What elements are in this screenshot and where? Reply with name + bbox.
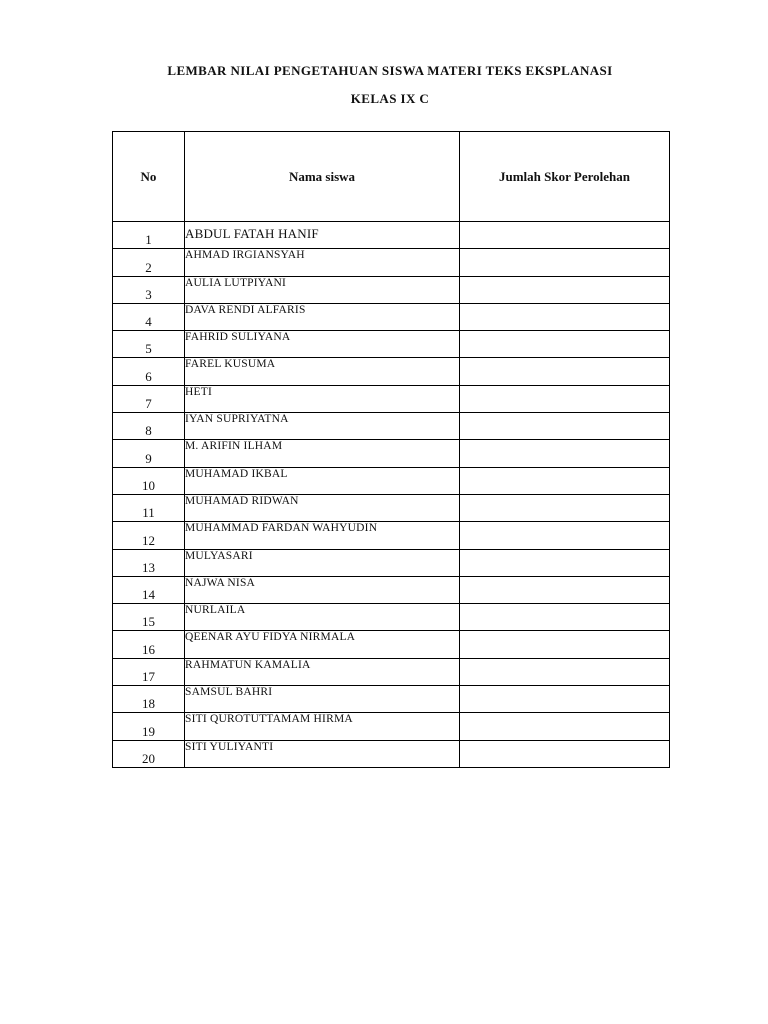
score-cell[interactable] [460,385,670,412]
row-number: 6 [113,358,185,385]
table-row [113,604,670,631]
table-row [113,249,670,276]
row-number: 5 [113,331,185,358]
row-number: 18 [113,686,185,713]
student-name: M. ARIFIN ILHAM [185,440,460,467]
row-number: 4 [113,303,185,330]
score-cell[interactable] [460,658,670,685]
table-row [113,740,670,767]
score-cell[interactable] [460,549,670,576]
table-row [113,522,670,549]
student-name: RAHMATUN KAMALIA [185,658,460,685]
score-cell[interactable] [460,576,670,603]
student-name: FAHRID SULIYANA [185,331,460,358]
score-cell[interactable] [460,249,670,276]
score-cell[interactable] [460,331,670,358]
table-row [113,549,670,576]
row-number: 8 [113,413,185,440]
student-name: SITI YULIYANTI [185,740,460,767]
score-cell[interactable] [460,358,670,385]
score-cell[interactable] [460,740,670,767]
student-name: AULIA LUTPIYANI [185,276,460,303]
student-name: IYAN SUPRIYATNA [185,413,460,440]
student-name: MUHAMAD RIDWAN [185,494,460,521]
table-row [113,658,670,685]
row-number: 1 [113,222,185,249]
table-row [113,331,670,358]
table-body [113,222,670,768]
table-row [113,713,670,740]
student-name: MUHAMMAD FARDAN WAHYUDIN [185,522,460,549]
table-row [113,385,670,412]
score-cell[interactable] [460,222,670,249]
score-cell[interactable] [460,686,670,713]
row-number: 20 [113,740,185,767]
score-cell[interactable] [460,303,670,330]
table-row [113,494,670,521]
table-row [113,222,670,249]
score-cell[interactable] [460,440,670,467]
table-row [113,303,670,330]
student-name: QEENAR AYU FIDYA NIRMALA [185,631,460,658]
row-number: 19 [113,713,185,740]
score-cell[interactable] [460,522,670,549]
table-row [113,467,670,494]
row-number: 10 [113,467,185,494]
row-number: 2 [113,249,185,276]
table-row [113,358,670,385]
header-name: Nama siswa [185,132,460,222]
student-name: NAJWA NISA [185,576,460,603]
student-name: HETI [185,385,460,412]
row-number: 9 [113,440,185,467]
row-number: 12 [113,522,185,549]
student-name: MULYASARI [185,549,460,576]
student-name: DAVA RENDI ALFARIS [185,303,460,330]
table-row [113,413,670,440]
student-name: MUHAMAD IKBAL [185,467,460,494]
score-cell[interactable] [460,467,670,494]
student-name: FAREL KUSUMA [185,358,460,385]
score-cell[interactable] [460,631,670,658]
row-number: 15 [113,604,185,631]
header-score: Jumlah Skor Perolehan [460,132,670,222]
table-row [113,276,670,303]
student-name: AHMAD IRGIANSYAH [185,249,460,276]
row-number: 17 [113,658,185,685]
student-name: SITI QUROTUTTAMAM HIRMA [185,713,460,740]
student-name: NURLAILA [185,604,460,631]
table-row [113,631,670,658]
student-name: ABDUL FATAH HANIF [185,222,460,249]
row-number: 3 [113,276,185,303]
score-cell[interactable] [460,713,670,740]
row-number: 13 [113,549,185,576]
score-table [112,131,670,768]
row-number: 16 [113,631,185,658]
row-number: 14 [113,576,185,603]
student-name: SAMSUL BAHRI [185,686,460,713]
table-row [113,576,670,603]
score-cell[interactable] [460,276,670,303]
document-title: LEMBAR NILAI PENGETAHUAN SISWA MATERI TEKS EKSPLANASI [167,63,613,78]
table-header-row [113,132,670,222]
row-number: 11 [113,494,185,521]
table-row [113,440,670,467]
table-row [113,686,670,713]
score-cell[interactable] [460,494,670,521]
document-subtitle: KELAS IX C [350,91,430,106]
header-no: No [113,132,185,222]
score-cell[interactable] [460,604,670,631]
row-number: 7 [113,385,185,412]
score-cell[interactable] [460,413,670,440]
